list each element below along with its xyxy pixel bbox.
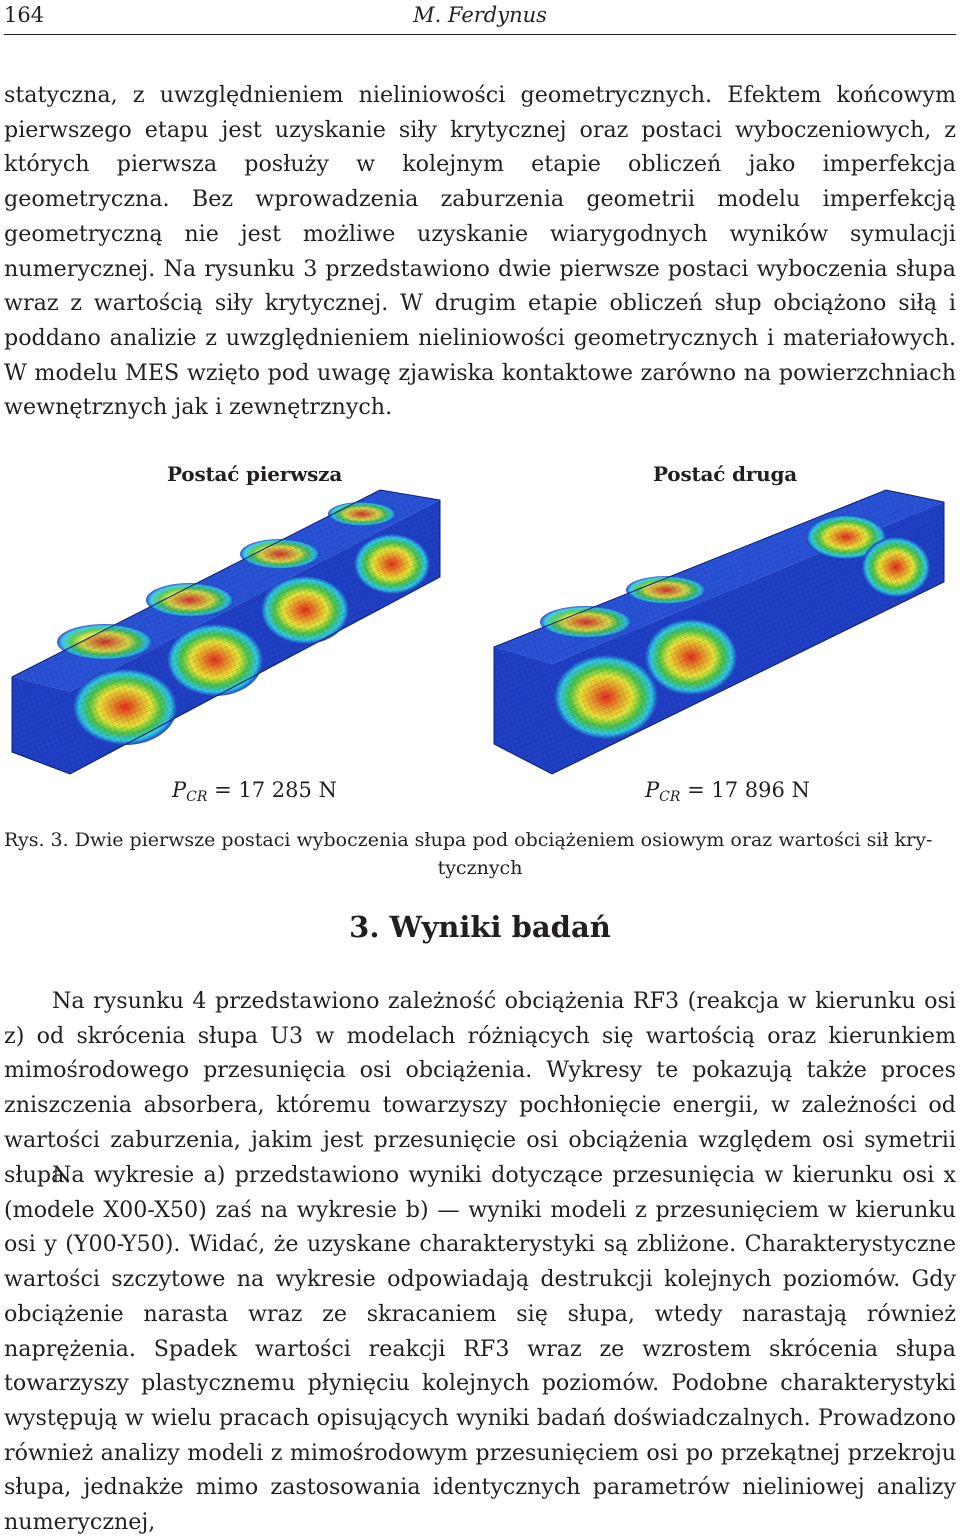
critical-force-right [645, 778, 810, 805]
running-title: M. Ferdynus [413, 3, 547, 27]
figure-right-title: Postać druga [653, 462, 798, 486]
figure-caption [4, 826, 956, 882]
pcr-left-value: = 17 285 N [214, 778, 337, 802]
page-number: 164 [4, 3, 45, 27]
figure-caption-line1: Rys. 3. Dwie pierwsze postaci wyboczenia słupa pod obciążeniem osiowym oraz wartości sił kry- [4, 829, 933, 851]
pcr-right-subscript: CR [659, 789, 681, 805]
page-header [4, 0, 956, 35]
pcr-left-subscript: CR [186, 789, 208, 805]
paragraph-top: statyczna, z uwzględnieniem nieliniowości geometrycznych. Efektem końcowym pierwszego etapu jest uzyskanie siły krytycznej oraz postaci wyboczeniowych, z których pierwsza posłuży w kolejnym etapie obliczeń jako imperfekcja geometryczna. Bez wprowadzenia zaburzenia geometrii modelu imperfekcją geometryczną nie jest możliwe uzyskanie wiarygodnych wyników symulacji numerycznej. Na rysunku 3 przedstawiono dwie pierwsze postaci wyboczenia słupa wraz z wartością siły krytycznej. W drugim etapie obliczeń słup obciążono siłą i poddano analizie z uwzględnieniem nieliniowości geometrycznych i materiałowych. W modelu MES wzięto pod uwagę zjawiska kontaktowe zarówno na powierzchniach wewnętrznych jak i zewnętrznych. [4, 82, 956, 421]
figure-left-title: Postać pierwsza [167, 462, 343, 486]
paragraph-results-1: Na rysunku 4 przedstawiono zależność obciążenia RF3 (reakcja w kierunku osi z) od skrócenia słupa U3 w modelach różniących się wartością oraz kierunkiem mimośrodowego przesunięcia osi obciążenia. Wykresy te pokazują także proces zniszczenia absorbera, któremu towarzyszy pochłonięcie energii, w zależności od wartości zaburzenia, jakim jest przesunięcie osi obciążenia względem osi symetrii słupa. [4, 988, 956, 1188]
section-heading: 3. Wyniki badań [349, 910, 611, 944]
pcr-right-value: = 17 896 N [687, 778, 810, 802]
pcr-right-symbol: P [645, 778, 660, 802]
figure-caption-line2: tycznych [437, 857, 523, 879]
critical-force-left [172, 778, 337, 805]
paragraph-results-2: Na wykresie a) przedstawiono wyniki dotyczące przesunięcia w kierunku osi x (modele X00-X50) zaś na wykresie b) — wyniki modeli z przesunięciem w kierunku osi y (Y00-Y50). Widać, że uzyskane charakterystyki są zbliżone. Charakterystyczne wartości szczytowe na wykresie odpowiadają destrukcji kolejnych poziomów. Gdy obciążenie narasta wraz ze skracaniem się słupa, wtedy narastają również naprężenia. Spadek wartości reakcji RF3 wraz ze wzrostem skrócenia słupa towarzyszy plastycznemu płynięciu kolejnych poziomów. Podobne charakterystyki występują w wielu pracach opisujących wyniki badań doświadczalnych. Prowadzono również analizy modeli z mimośrodowym przesunięciem osi po przekątnej przekroju słupa, jednakże mimo zastosowania identycznych parametrów nieliniowej analizy numerycznej, [4, 1162, 956, 1536]
pcr-left-symbol: P [172, 778, 187, 802]
fem-buckling-mode-2-image [486, 482, 958, 782]
fem-buckling-mode-1-image [0, 482, 470, 782]
